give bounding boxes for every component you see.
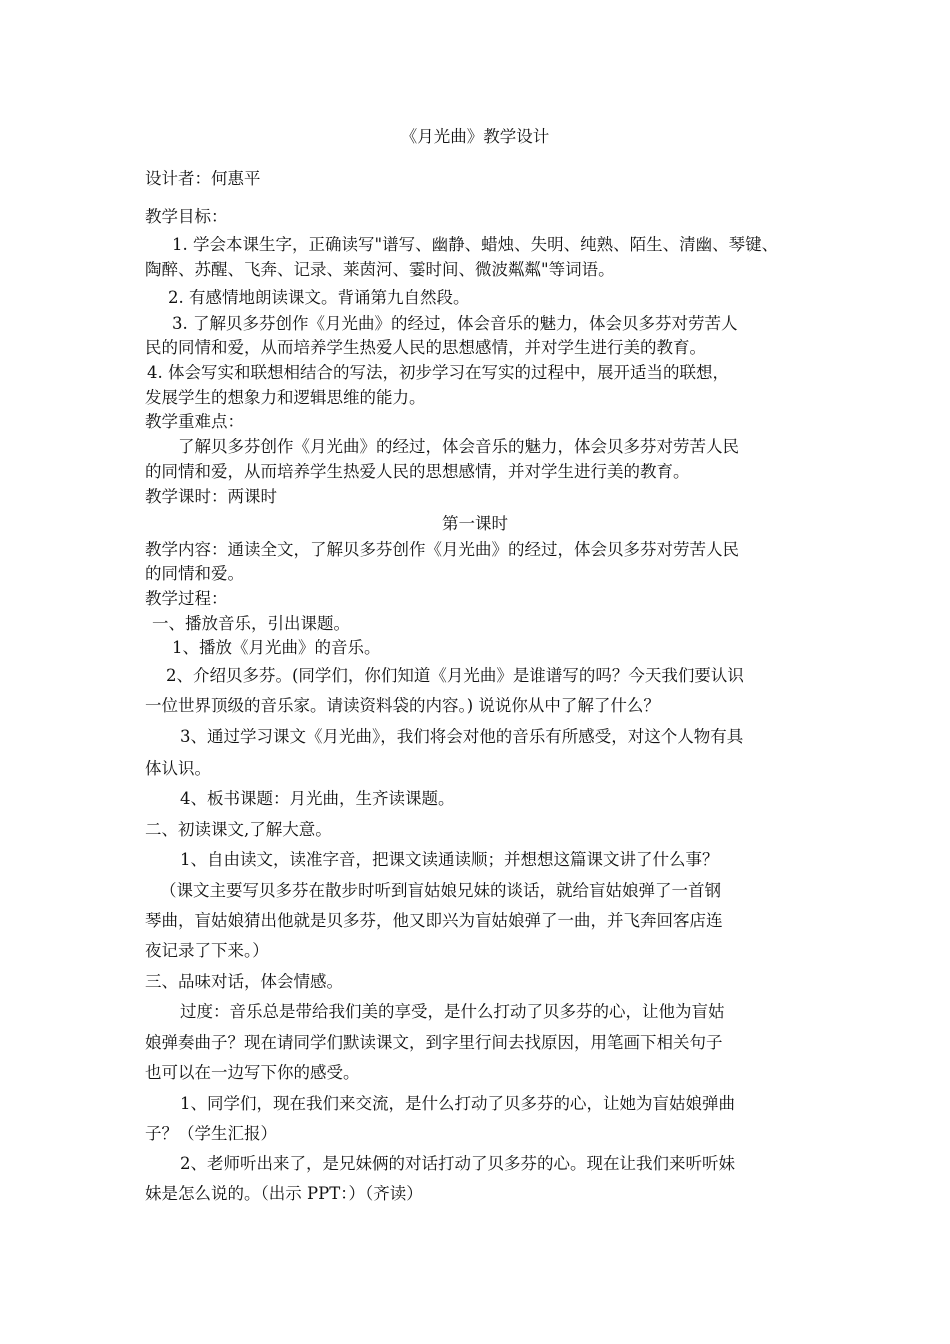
goal-4-line-2: 发展学生的想象力和逻辑思维的能力。 [145, 388, 426, 407]
section-1-item-3-line-1: 3、通过学习课文《月光曲》，我们将会对他的音乐有所感受，对这个人物有具 [180, 727, 744, 746]
section-1-item-2-line-1: 2、介绍贝多芬。(同学们，你们知道《月光曲》是谁谱写的吗？今天我们要认识 [166, 666, 744, 685]
section-3-transition-line-1: 过度：音乐总是带给我们美的享受，是什么打动了贝多芬的心，让他为盲姑 [180, 1002, 725, 1021]
process-heading: 教学过程： [145, 589, 228, 608]
goals-heading: 教学目标： [145, 207, 228, 226]
designer-line: 设计者：何惠平 [145, 169, 261, 188]
key-heading: 教学重难点： [145, 412, 244, 431]
goal-4-line-1: 4. 体会写实和联想相结合的写法，初步学习在写实的过程中，展开适当的联想， [147, 363, 729, 382]
section-3-item-2-line-1: 2、老师听出来了，是兄妹俩的对话打动了贝多芬的心。现在让我们来听听妹 [180, 1154, 735, 1173]
section-3-transition-line-2: 娘弹奏曲子？现在请同学们默读课文，到字里行间去找原因，用笔画下相关句子 [145, 1033, 723, 1052]
section-1-item-1: 1、播放《月光曲》的音乐。 [172, 638, 381, 657]
content-line-1: 教学内容：通读全文，了解贝多芬创作《月光曲》的经过，体会贝多芬对劳苦人民 [145, 540, 739, 559]
section-2-note-line-3: 夜记录了下来。） [145, 941, 269, 960]
lesson-1-title: 第一课时 [442, 514, 508, 533]
section-3-transition-line-3: 也可以在一边写下你的感受。 [145, 1063, 360, 1082]
goal-1-line-2: 陶醉、苏醒、飞奔、记录、莱茵河、霎时间、微波粼粼"等词语。 [145, 260, 615, 279]
key-line-1: 了解贝多芬创作《月光曲》的经过，体会音乐的魅力，体会贝多芬对劳苦人民 [178, 437, 739, 456]
section-2-item-1: 1、自由读文，读准字音，把课文读通读顺；并想想这篇课文讲了什么事？ [180, 850, 719, 869]
section-1-heading: 一、播放音乐，引出课题。 [152, 614, 350, 633]
hours-line: 教学课时：两课时 [145, 487, 277, 506]
document-title: 《月光曲》教学设计 [400, 127, 550, 146]
section-3-heading: 三、品味对话，体会情感。 [145, 972, 343, 991]
section-2-heading: 二、初读课文,了解大意。 [145, 820, 332, 839]
section-3-item-1-line-2: 子？（学生汇报） [145, 1124, 277, 1143]
key-line-2: 的同情和爱，从而培养学生热爱人民的思想感情，并对学生进行美的教育。 [145, 462, 690, 481]
section-1-item-3-line-2: 体认识。 [145, 759, 211, 778]
section-1-item-2-line-2: 一位世界顶级的音乐家。请读资料袋的内容。) 说说你从中了解了什么？ [145, 696, 660, 715]
section-2-note-line-2: 琴曲，盲姑娘猜出他就是贝多芬，他又即兴为盲姑娘弹了一曲，并飞奔回客店连 [145, 911, 723, 930]
goal-3-line-1: 3. 了解贝多芬创作《月光曲》的经过，体会音乐的魅力，体会贝多芬对劳苦人 [172, 314, 738, 333]
section-3-item-2-line-2: 妹是怎么说的。（出示 PPT：）（齐读） [145, 1184, 423, 1203]
content-line-2: 的同情和爱。 [145, 564, 244, 583]
section-3-item-1-line-1: 1、同学们，现在我们来交流，是什么打动了贝多芬的心，让她为盲姑娘弹曲 [180, 1094, 735, 1113]
goal-3-line-2: 民的同情和爱，从而培养学生热爱人民的思想感情，并对学生进行美的教育。 [145, 338, 706, 357]
goal-1-line-1: 1. 学会本课生字，正确读写"谱写、幽静、蜡烛、失明、纯熟、陌生、清幽、琴键、 [172, 235, 779, 254]
section-2-note-line-1: （课文主要写贝多芬在散步时听到盲姑娘兄妹的谈话，就给盲姑娘弹了一首钢 [160, 881, 721, 900]
section-1-item-4: 4、板书课题：月光曲，生齐读课题。 [180, 789, 455, 808]
goal-2: 2. 有感情地朗读课文。背诵第九自然段。 [168, 288, 470, 307]
